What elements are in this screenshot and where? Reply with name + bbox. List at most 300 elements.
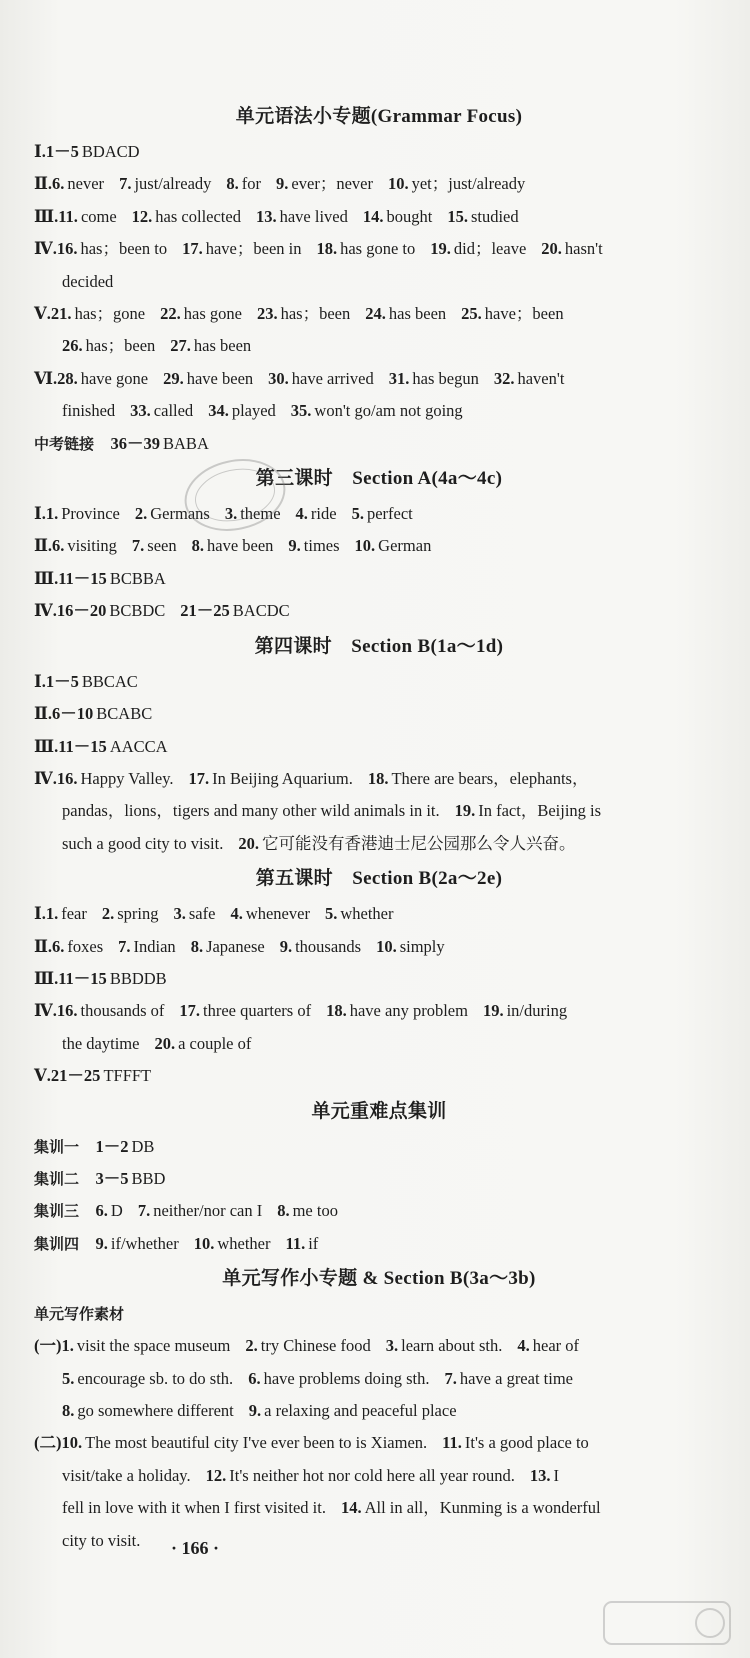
answer-line	[34, 1131, 724, 1163]
question-number: 19.	[430, 239, 451, 259]
question-number: 25.	[461, 304, 482, 324]
answer-item	[326, 1001, 468, 1020]
answer-item	[365, 304, 446, 323]
answer-value: There are bears，elephants，	[391, 768, 589, 788]
answer-value: has begun	[412, 368, 479, 388]
answer-line	[34, 1028, 724, 1060]
answer-line	[34, 1195, 724, 1227]
question-number: 5.	[324, 904, 338, 924]
answer-value: 它可能没有香港迪士尼公园那么令人兴奋。	[261, 833, 576, 853]
question-number: Ⅲ.11－15	[34, 968, 107, 988]
answer-value: has been	[193, 336, 252, 356]
answer-item	[386, 1336, 503, 1355]
answer-value: has；been	[85, 336, 156, 356]
answer-value: In Beijing Aquarium.	[212, 768, 353, 788]
question-number: Ⅵ.28.	[34, 368, 78, 388]
answer-value: TFFFT	[103, 1066, 152, 1086]
question-number: 17.	[188, 768, 210, 788]
answer-item	[34, 536, 117, 555]
question-number: 9.	[279, 936, 293, 956]
answer-line	[34, 698, 724, 730]
question-number: 14.	[340, 1498, 362, 1518]
answer-line	[34, 828, 724, 860]
question-number: 9.	[248, 1401, 262, 1420]
answer-value: safe	[188, 904, 216, 924]
answer-line	[34, 1163, 724, 1195]
answer-item	[132, 536, 177, 555]
answer-value: won't go/am not going	[314, 401, 463, 421]
question-number: 36－39	[110, 433, 161, 453]
answer-item	[455, 801, 601, 820]
question-number: 12.	[205, 1465, 227, 1485]
answer-item	[389, 369, 479, 388]
question-number: (一)1.	[34, 1336, 74, 1356]
question-number: 13.	[255, 206, 277, 226]
answer-value: ever；never	[291, 174, 373, 194]
answer-value: Happy Valley.	[80, 768, 174, 788]
answer-value: visit/take a holiday.	[62, 1465, 191, 1485]
question-number: (二)10.	[34, 1433, 83, 1453]
answer-value: Japanese	[206, 936, 265, 956]
answer-line	[34, 898, 724, 930]
question-number: 6.	[248, 1368, 261, 1388]
question-number: 6.	[95, 1201, 108, 1221]
answer-value: seen	[147, 536, 177, 556]
answer-value: haven't	[517, 368, 565, 388]
answer-line	[34, 168, 724, 200]
answer-item	[130, 401, 193, 420]
question-number: 33.	[130, 401, 151, 421]
answer-line	[34, 563, 724, 595]
question-number: 27.	[170, 336, 191, 356]
question-number: Ⅲ.11－15	[34, 568, 107, 588]
question-number: 3.	[385, 1336, 399, 1356]
answer-item	[530, 1466, 559, 1485]
question-number: 35.	[290, 401, 312, 421]
site-logo-watermark	[602, 1600, 732, 1646]
answer-value: has；gone	[74, 304, 146, 324]
answer-line	[34, 963, 724, 995]
question-number: 26.	[62, 336, 83, 356]
answer-item	[34, 1066, 151, 1085]
answer-item	[138, 1201, 262, 1220]
answer-value: neither/nor can I	[153, 1201, 263, 1221]
answer-value: It's neither hot nor cold here all year round.	[229, 1465, 515, 1485]
answer-value: Germans	[150, 504, 210, 524]
answer-item	[34, 174, 104, 193]
question-number: 9.	[288, 536, 301, 556]
answer-item	[34, 1433, 427, 1452]
answer-item	[34, 142, 140, 161]
answer-value: thousands of	[80, 1001, 165, 1021]
answer-value: come	[80, 206, 117, 226]
answer-item	[111, 434, 209, 453]
answer-item	[34, 207, 117, 226]
answer-value: BBCAC	[81, 671, 138, 691]
answer-item	[34, 904, 87, 923]
question-number: Ⅰ.1－5	[34, 671, 79, 691]
answer-item	[494, 369, 565, 388]
answer-value: It's a good place to	[464, 1433, 589, 1453]
answer-item	[238, 834, 575, 853]
question-number: 21－25	[180, 601, 230, 621]
answer-item	[34, 737, 168, 756]
answer-item	[230, 904, 310, 923]
answer-line	[34, 530, 724, 562]
question-number: 7.	[137, 1201, 151, 1221]
answer-item	[276, 174, 373, 193]
answer-value: pandas，lions，tigers and many other wild animals in it.	[62, 801, 440, 821]
answer-item	[160, 304, 242, 323]
section-title: 单元语法小专题(Grammar Focus)	[235, 106, 523, 127]
question-number: 2.	[101, 904, 115, 924]
answer-item	[62, 834, 223, 853]
question-number: 8.	[191, 536, 204, 556]
question-number: Ⅱ.6－10	[34, 704, 94, 724]
question-number: 34.	[208, 401, 229, 421]
answer-item	[180, 601, 289, 620]
answer-item	[34, 937, 103, 956]
question-number: 3－5	[95, 1168, 129, 1188]
question-number: 19.	[454, 801, 476, 821]
answer-value: called	[153, 401, 194, 421]
answer-value: thousands	[295, 936, 362, 956]
answer-value: did；leave	[453, 239, 527, 259]
answer-value: city to visit.	[62, 1530, 141, 1550]
answer-item	[62, 336, 155, 355]
answer-value: never	[67, 174, 105, 194]
answer-item	[62, 801, 440, 820]
section-title: 单元写作小专题 & Section B(3a～3b)	[222, 1268, 536, 1290]
question-number: 30.	[268, 368, 289, 388]
answer-value: BDACD	[81, 142, 140, 161]
answer-item	[352, 504, 413, 523]
question-number: 7.	[131, 536, 145, 556]
answer-label: 集训一	[34, 1137, 80, 1156]
answer-line	[34, 1060, 724, 1092]
answer-item	[296, 504, 337, 523]
question-number: 5.	[62, 1368, 75, 1388]
answer-value: have problems doing sth.	[263, 1368, 430, 1388]
question-number: 2.	[245, 1336, 258, 1356]
question-number: 11.	[285, 1233, 306, 1253]
question-number: Ⅲ.11－15	[34, 736, 107, 756]
answer-value: such a good city to visit.	[62, 833, 224, 853]
answer-line	[34, 233, 724, 265]
answer-item	[179, 1001, 311, 1020]
question-number: Ⅴ.21－25	[34, 1066, 101, 1086]
answer-item	[355, 536, 432, 555]
answer-line	[34, 731, 724, 763]
answer-label: 集训三	[34, 1202, 80, 1221]
answer-item	[541, 239, 602, 258]
answer-content	[34, 98, 724, 1557]
answer-item	[280, 937, 361, 956]
answer-line	[34, 428, 724, 460]
question-number: 8.	[226, 174, 239, 194]
answer-item	[62, 1034, 139, 1053]
answer-value: BCBDC	[109, 601, 166, 621]
answer-value: have；been	[484, 304, 564, 324]
answer-line	[34, 201, 724, 233]
question-number: 7.	[118, 936, 131, 956]
question-number: Ⅰ.1－5	[34, 142, 79, 161]
answer-item	[34, 569, 166, 588]
answer-item	[62, 1498, 326, 1517]
answer-value: the daytime	[62, 1033, 140, 1053]
answer-item	[189, 769, 353, 788]
answer-item	[245, 1336, 370, 1355]
answer-item	[442, 1433, 589, 1452]
answer-value: yet；just/already	[411, 174, 526, 194]
answer-line	[34, 1228, 724, 1260]
answer-item	[226, 174, 261, 193]
answer-value: perfect	[366, 504, 413, 524]
answer-value: have；been in	[205, 239, 302, 259]
question-number: 10.	[193, 1233, 215, 1253]
answer-label: 集训四	[34, 1234, 80, 1253]
answer-value: have lived	[279, 206, 348, 226]
answer-value: has been	[388, 304, 447, 324]
answer-line	[34, 395, 724, 427]
answer-value: have a great time	[459, 1368, 573, 1388]
answer-item	[182, 239, 301, 258]
answer-value: three quarters of	[202, 1001, 312, 1021]
answer-value: has；been to	[80, 239, 168, 259]
answer-item	[34, 504, 120, 523]
answer-item	[34, 369, 148, 388]
answer-value: have gone	[80, 368, 149, 388]
answer-label: 集训二	[34, 1169, 80, 1188]
answer-item	[62, 401, 115, 420]
question-number: 20.	[154, 1033, 176, 1053]
answer-value: simply	[399, 936, 445, 956]
answer-value: BBDDB	[109, 968, 167, 988]
question-number: Ⅱ.6.	[34, 536, 65, 556]
answer-value: try Chinese food	[260, 1336, 371, 1356]
answer-value: visit the space museum	[76, 1336, 231, 1356]
answer-item	[191, 937, 265, 956]
answer-item	[517, 1336, 579, 1355]
answer-value: for	[241, 174, 262, 194]
answer-line	[34, 1427, 724, 1459]
question-number: 19.	[482, 1001, 504, 1021]
question-number: Ⅳ.16.	[34, 1001, 78, 1021]
answer-line	[34, 298, 724, 330]
answer-value: finished	[62, 401, 116, 421]
answer-value: if	[308, 1233, 319, 1253]
question-number: 20.	[541, 239, 562, 259]
answer-value: BACDC	[232, 601, 290, 621]
answer-value: in/during	[506, 1001, 568, 1021]
answer-line	[34, 363, 724, 395]
question-number: 22.	[160, 304, 181, 324]
question-number: Ⅳ.16.	[34, 239, 78, 259]
answer-item	[34, 239, 167, 258]
question-number: 18.	[367, 768, 389, 788]
answer-value: fear	[61, 904, 87, 924]
question-number: 4.	[230, 904, 243, 924]
answer-line	[34, 931, 724, 963]
answer-value: visiting	[67, 536, 117, 556]
question-number: 1－2	[95, 1136, 129, 1156]
answer-text: decided	[62, 271, 114, 291]
answer-value: DB	[131, 1136, 155, 1156]
question-number: 10.	[376, 936, 397, 956]
answer-value: have arrived	[291, 368, 374, 388]
answer-value: have been	[186, 368, 254, 388]
answer-item	[170, 336, 251, 355]
answer-item	[256, 207, 348, 226]
answer-item	[206, 1466, 515, 1485]
question-number: 9.	[95, 1233, 108, 1253]
answer-item	[248, 1369, 429, 1388]
question-number: 11.	[442, 1433, 462, 1453]
answer-line	[34, 330, 724, 362]
answer-item	[341, 1498, 601, 1517]
answer-line	[34, 763, 724, 795]
answer-item	[96, 1201, 123, 1220]
answer-line	[34, 1492, 724, 1524]
answer-item	[388, 174, 525, 193]
answer-value: have any problem	[349, 1001, 468, 1021]
answer-item	[173, 904, 215, 923]
answer-item	[194, 1234, 271, 1253]
answer-item	[132, 207, 241, 226]
question-number: 8.	[277, 1201, 290, 1221]
answer-item	[249, 1401, 457, 1420]
answer-item	[257, 304, 350, 323]
answer-item	[285, 1234, 318, 1253]
answer-value: fell in love with it when I first visited it.	[62, 1498, 326, 1518]
question-number: Ⅰ.1.	[34, 504, 59, 524]
question-number: 24.	[365, 304, 386, 324]
answer-value: foxes	[67, 936, 104, 956]
answer-value: bought	[386, 206, 433, 226]
question-number: 3.	[173, 904, 186, 924]
answer-line	[34, 595, 724, 627]
answer-line	[34, 498, 724, 530]
section-title: 第五课时 Section B(2a～2e)	[255, 868, 503, 890]
answer-item	[325, 904, 394, 923]
answer-item	[102, 904, 159, 923]
answer-line	[34, 1460, 724, 1492]
answer-item	[277, 1201, 338, 1220]
question-number: 7.	[444, 1368, 457, 1388]
answer-item	[288, 536, 339, 555]
answer-item	[118, 937, 176, 956]
answer-item	[96, 1234, 179, 1253]
answer-value: if/whether	[110, 1233, 179, 1253]
answer-value: times	[303, 536, 340, 556]
answer-value: have been	[207, 536, 274, 556]
question-number: 4.	[295, 504, 308, 524]
question-number: Ⅱ.6.	[34, 936, 65, 956]
answer-value: theme	[240, 504, 281, 524]
answer-item	[461, 304, 563, 323]
answer-value: just/already	[134, 174, 212, 194]
question-number: 13.	[529, 1465, 551, 1485]
answer-value: BCBBA	[109, 568, 166, 588]
question-number: 14.	[362, 206, 384, 226]
question-number: 10.	[354, 536, 376, 556]
answer-value: me too	[292, 1201, 338, 1221]
question-number: 18.	[326, 1001, 347, 1021]
answer-item	[483, 1001, 567, 1020]
answer-item	[34, 769, 174, 788]
answer-value: Indian	[133, 936, 176, 956]
answer-item	[96, 1169, 166, 1188]
answer-line	[34, 266, 724, 298]
question-number: 20.	[238, 833, 259, 853]
answer-value: a relaxing and peaceful place	[264, 1401, 457, 1420]
answer-line	[34, 136, 724, 168]
answer-item	[96, 1137, 155, 1156]
answer-value: BCABC	[96, 704, 153, 724]
question-number: 32.	[493, 368, 515, 388]
question-number: 15.	[447, 206, 468, 226]
answer-item	[119, 174, 211, 193]
answer-value: hasn't	[564, 239, 603, 259]
answer-value: I	[553, 1465, 560, 1485]
answer-item	[376, 937, 445, 956]
question-number: 3.	[224, 504, 238, 524]
answer-value: Province	[61, 504, 120, 524]
answer-value: D	[110, 1201, 123, 1221]
question-number: Ⅱ.6.	[34, 174, 65, 194]
answer-value: a couple of	[178, 1033, 252, 1053]
answer-value: has gone to	[340, 239, 416, 259]
question-number: Ⅰ.1.	[34, 904, 59, 924]
answer-item	[34, 969, 167, 988]
answer-item	[163, 369, 253, 388]
question-number: 5.	[351, 504, 364, 524]
answer-item	[34, 1001, 164, 1020]
answer-value: encourage sb. to do sth.	[77, 1368, 234, 1388]
answer-value: has；been	[280, 304, 351, 324]
question-number: 31.	[388, 368, 410, 388]
answer-item	[34, 304, 145, 323]
question-number: 8.	[62, 1401, 75, 1420]
answer-item	[34, 672, 138, 691]
answer-item	[208, 401, 276, 420]
section-title: 第三课时 Section A(4a～4c)	[255, 468, 503, 490]
answer-item	[62, 1466, 191, 1485]
question-number: 12.	[131, 206, 153, 226]
question-number: Ⅲ.11.	[34, 206, 78, 226]
question-number: 17.	[179, 1001, 200, 1021]
section-title: 单元重难点集训	[311, 1100, 447, 1122]
page-number: · 166 ·	[170, 1538, 219, 1558]
question-number: Ⅳ.16.	[34, 768, 78, 788]
answer-line	[34, 1395, 724, 1427]
answer-value: studied	[470, 206, 519, 226]
answer-value: whenever	[245, 904, 310, 924]
answer-item	[34, 601, 165, 620]
answer-item	[62, 1401, 234, 1420]
answer-item	[363, 207, 432, 226]
question-number: 10.	[387, 174, 409, 194]
answer-value: In fact，Beijing is	[478, 801, 602, 821]
answer-line	[34, 1330, 724, 1362]
answer-value: All in all，Kunming is a wonderful	[364, 1498, 601, 1518]
answer-value: AACCA	[109, 736, 168, 756]
answer-label: 中考链接	[34, 434, 95, 453]
answer-item	[268, 369, 374, 388]
section-subtitle: 单元写作素材	[34, 1305, 125, 1324]
question-number: 17.	[182, 239, 203, 259]
answer-value: learn about sth.	[401, 1336, 503, 1356]
